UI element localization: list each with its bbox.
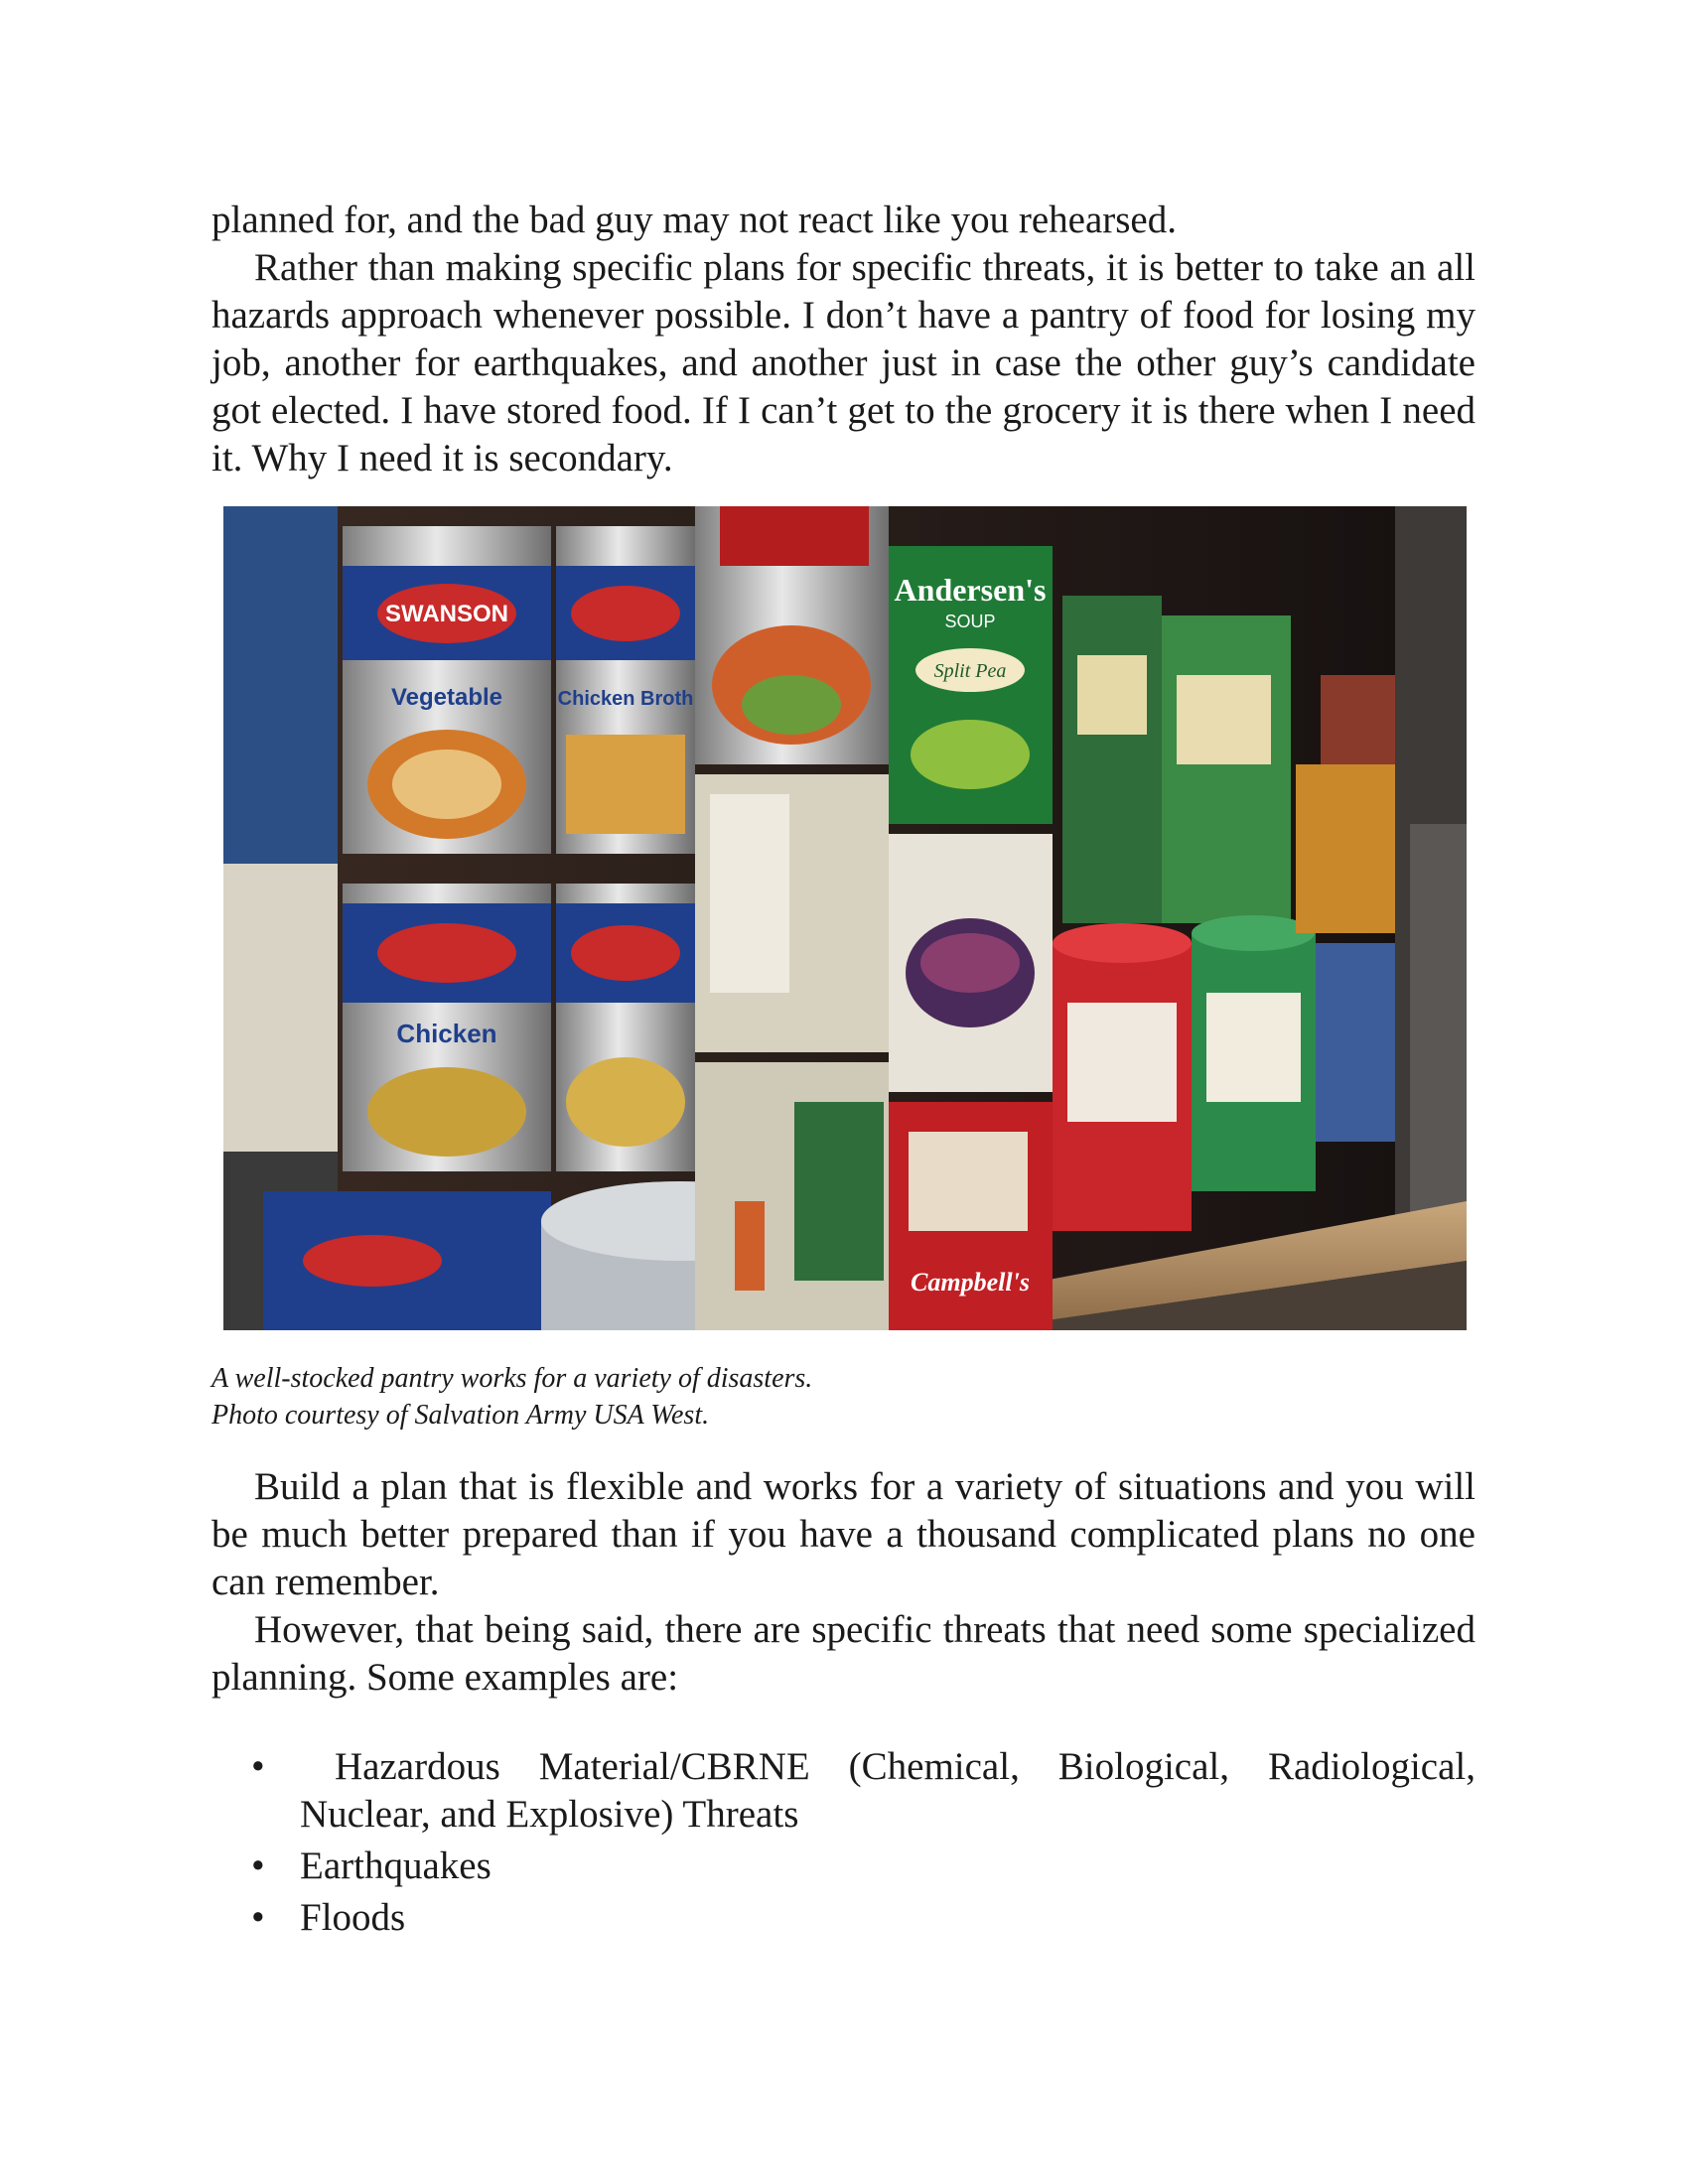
caption-line-2: Photo courtesy of Salvation Army USA West. xyxy=(211,1400,710,1431)
list-item xyxy=(211,1843,1476,1890)
paragraph-all-hazards: Rather than making specific plans for specific threats, it is better to take an all hazards approach whenever possible. I don’t have a pantry of food for losing my job, another for earthquakes, and another just in case the other guy’s candidate got elected. I have stored food. If I can’t get to the grocery it is there when I need it. Why I need it is secondary. xyxy=(211,246,1476,479)
list-item xyxy=(211,1743,1476,1839)
threat-list xyxy=(211,1743,1476,1942)
caption-line-1: A well-stocked pantry works for a variety of disasters. xyxy=(211,1363,813,1394)
photo-caption xyxy=(211,1360,1476,1433)
bullet-icon: • xyxy=(251,1745,265,1788)
can-label-campbells: Campbell's xyxy=(911,1268,1030,1297)
can-label-soup: SOUP xyxy=(944,612,996,631)
bullet-icon: • xyxy=(251,1896,265,1939)
paragraph-continuation: planned for, and the bad guy may not react like you rehearsed. xyxy=(211,199,1177,241)
can-label-swanson: SWANSON xyxy=(384,601,509,627)
body-section xyxy=(211,1463,1476,1702)
paragraph-flexible-plan: Build a plan that is flexible and works for a variety of situations and you will be much better prepared than if you have a thousand complicated plans no one can remember. xyxy=(211,1465,1476,1603)
list-item-text: Earthquakes xyxy=(300,1844,492,1887)
document-page xyxy=(211,197,1476,1946)
bullet-icon: • xyxy=(251,1844,265,1887)
can-label-split-pea: Split Pea xyxy=(933,660,1007,682)
paragraph-specific-threats: However, that being said, there are specific threats that need some specialized planning. Some examples are: xyxy=(211,1608,1476,1699)
can-label-andersens: Andersen's xyxy=(894,572,1047,608)
can-label-vegetable: Vegetable xyxy=(390,684,503,711)
pantry-photo xyxy=(223,506,1467,1330)
list-item-text: Hazardous Material/CBRNE (Chemical, Biological, Radiological, Nuclear, and Explosive) Threats xyxy=(300,1745,1476,1836)
can-label-chicken: Chicken xyxy=(396,1019,497,1048)
can-label-chicken-broth: Chicken Broth xyxy=(557,688,694,710)
list-item-text: Floods xyxy=(300,1896,406,1939)
list-item xyxy=(211,1894,1476,1942)
